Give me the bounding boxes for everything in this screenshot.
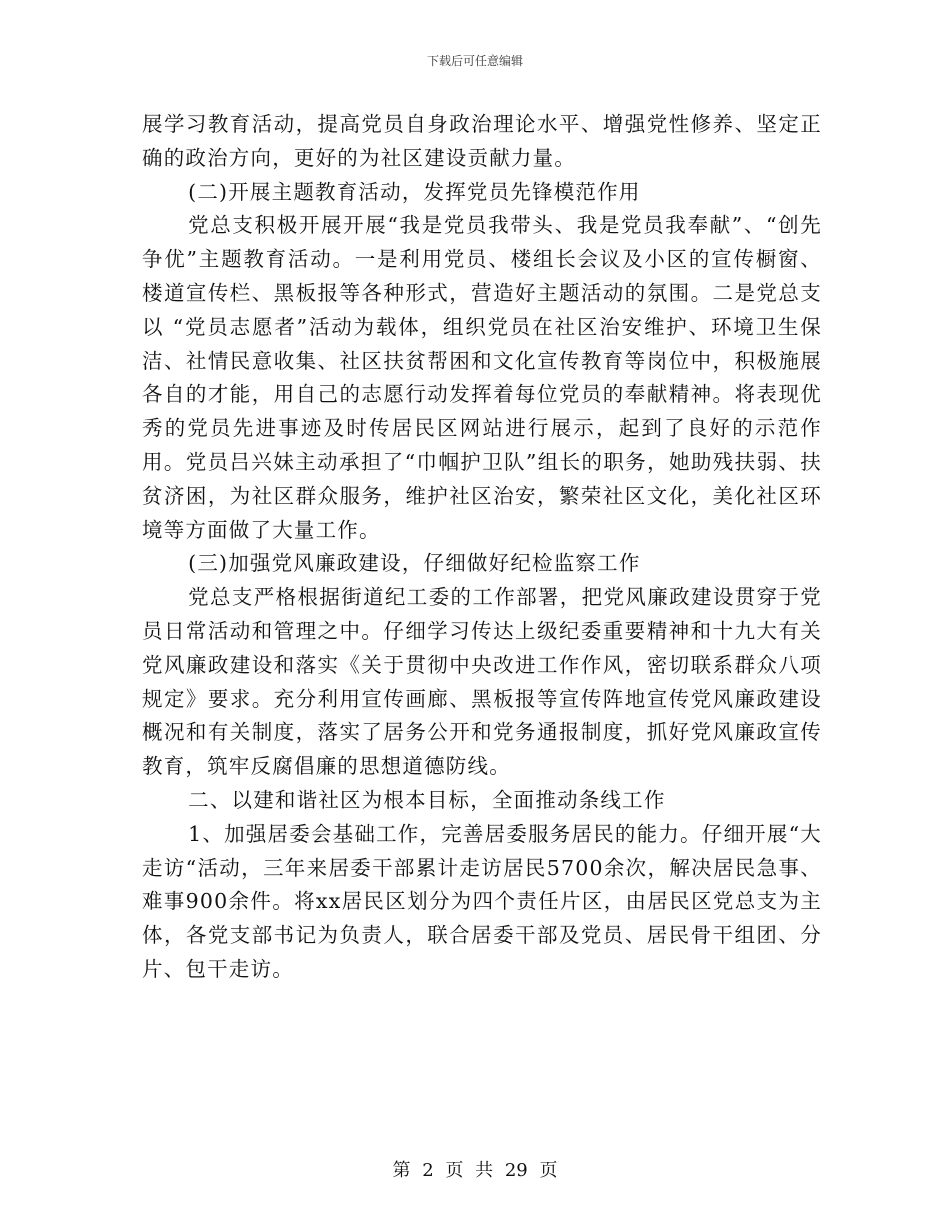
paragraph-theme-education: 党总支积极开展开展“我是党员我带头、我是党员我奉献”、“创先争优”主题教育活动。一是利用党员、楼组长会议及小区的宣传橱窗、楼道宣传栏、黑板报等各种形式，营造好主题活动的氛围。二是党总支以 “党员志愿者”活动为载体，组织党员在社区治安维护、环境卫生保洁、社情民意收集、社区扶贫帮困和文化宣传教育等岗位中，积极施展各自的才能，用自己的志愿行动发挥着每位党员的奉献精神。将表现优秀的党员先进事迹及时传居民区网站进行展示，起到了良好的示范作用。党员吕兴妹主动承担了“巾帼护卫队”组长的职务，她助残扶弱、扶贫济困，为社区群众服务，维护社区治安，繁荣社区文化，美化社区环境等方面做了大量工作。 bbox=[142, 213, 822, 542]
paragraph-continuation: 展学习教育活动，提高党员自身政治理论水平、增强党性修养、坚定正确的政治方向，更好的为社区建设贡献力量。 bbox=[142, 112, 822, 170]
paragraph-party-conduct: 党总支严格根据街道纪工委的工作部署，把党风廉政建设贯穿于党员日常活动和管理之中。仔细学习传达上级纪委重要精神和十九大有关党风廉政建设和落实《关于贯彻中央改进工作作风，密切联系群众八项规定》要求。充分利用宣传画廊、黑板报等宣传阵地宣传党风廉政建设概况和有关制度，落实了居务公开和党务通报制度，抓好党风廉政宣传教育，筑牢反腐倡廉的思想道德防线。 bbox=[142, 585, 822, 779]
page-header: 下载后可任意编辑 bbox=[426, 54, 523, 68]
section-heading-3: (三)加强党风廉政建设，仔细做好纪检监察工作 bbox=[188, 551, 641, 576]
section-heading-2: (二)开展主题教育活动，发挥党员先锋模范作用 bbox=[188, 179, 641, 204]
section-heading-part-2: 二、以建和谐社区为根本目标，全面推动条线工作 bbox=[188, 787, 666, 812]
page-footer: 第 2 页 共 29 页 bbox=[392, 1160, 558, 1181]
document-body bbox=[142, 108, 822, 987]
paragraph-committee-work: 1、加强居委会基础工作，完善居委服务居民的能力。仔细开展“大走访“活动，三年来居委干部累计走访居民5700余次，解决居民急事、难事900余件。将xx居民区划分为四个责任片区，由居民区党总支为主体，各党支部书记为负责人，联合居委干部及党员、居民骨干组团、分片、包干走访。 bbox=[142, 821, 822, 981]
